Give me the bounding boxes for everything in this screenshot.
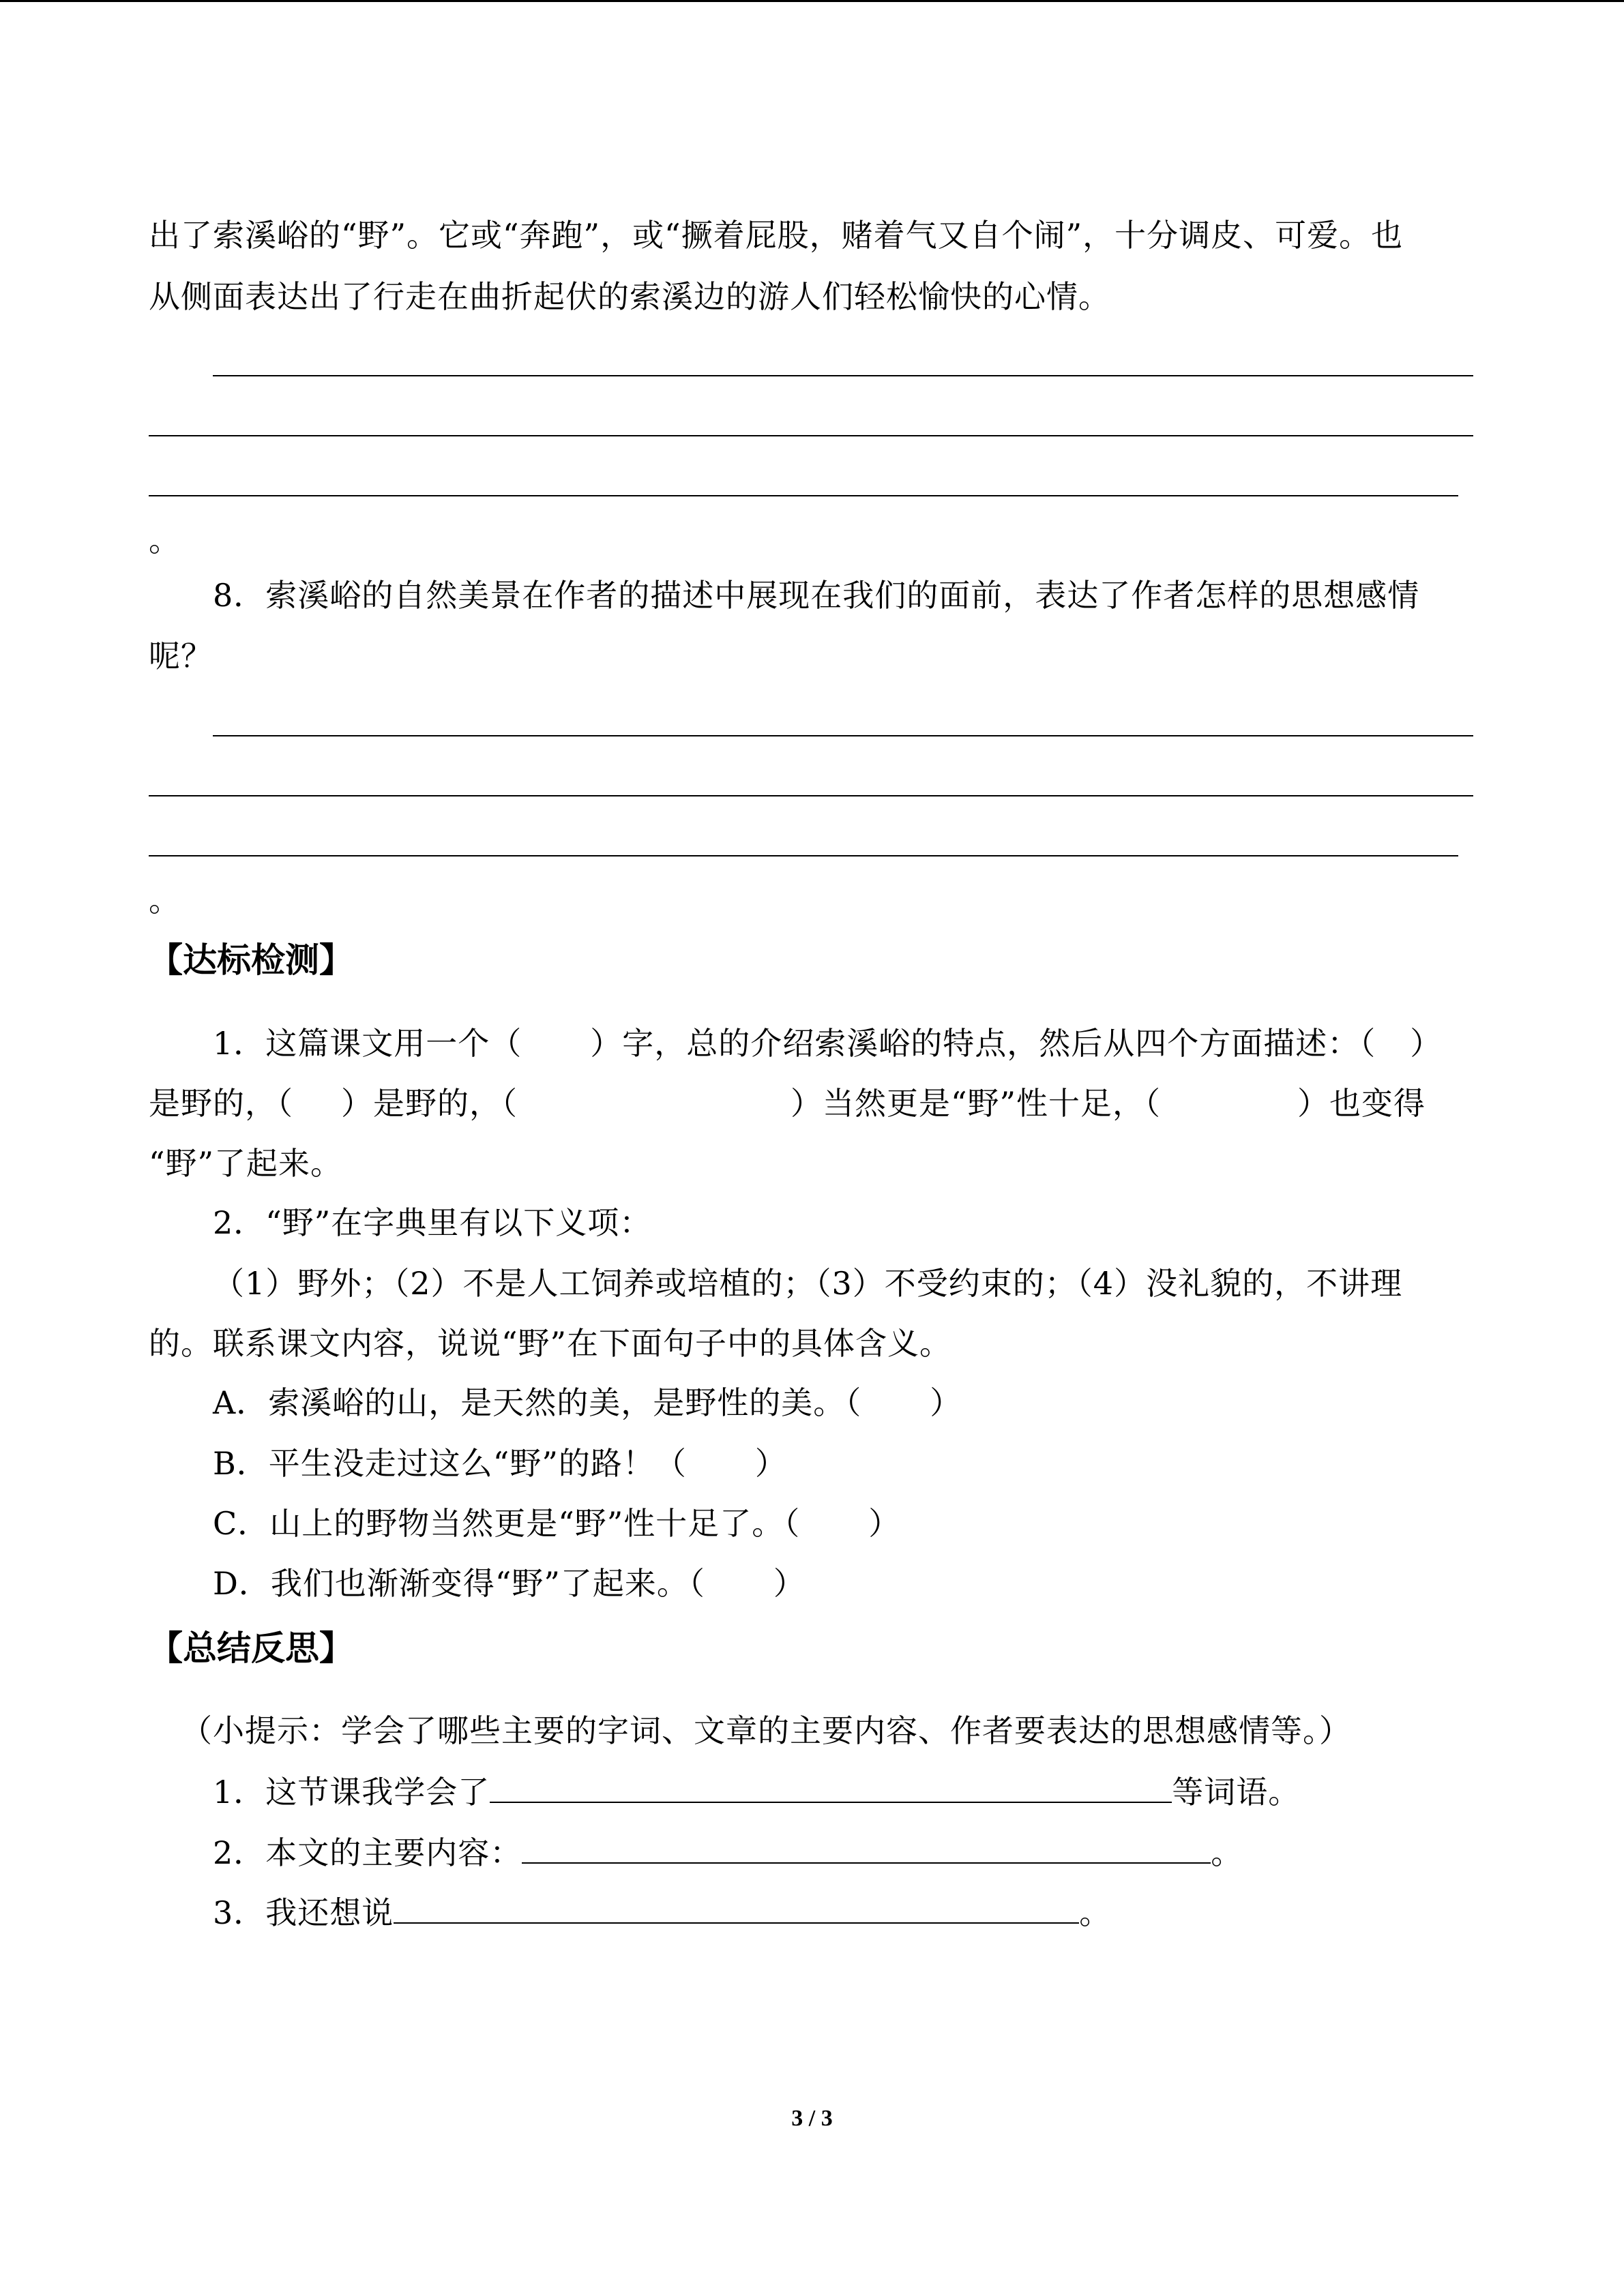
question-8-line-1: 8．索溪峪的自然美景在作者的描述中展现在我们的面前，表达了作者怎样的思想感情 bbox=[213, 577, 1420, 614]
item-text: B．平生没走过这么“野”的路！（ bbox=[213, 1445, 687, 1482]
summary-hint: （小提示：学会了哪些主要的字词、文章的主要内容、作者要表达的思想感情等。） bbox=[181, 1712, 1351, 1749]
summary-item-3 bbox=[213, 1891, 1111, 1933]
answer-line[interactable] bbox=[149, 795, 1473, 796]
q1-after-blank-2: ） bbox=[1410, 1025, 1443, 1062]
test-q2-item-a bbox=[213, 1382, 962, 1423]
item-prefix: 1．这节课我学会了 bbox=[213, 1774, 490, 1810]
item-suffix: 等词语。 bbox=[1172, 1774, 1301, 1810]
q1-after-blank-1: ）字，总的介绍索溪峪的特点，然后从四个方面描述：（ bbox=[590, 1025, 1376, 1062]
section-title-summary: 【总结反思】 bbox=[149, 1628, 353, 1668]
answer-line[interactable] bbox=[149, 855, 1458, 856]
item-close-paren: ） bbox=[930, 1384, 962, 1421]
answer-line[interactable] bbox=[213, 375, 1473, 376]
summary-blank-3[interactable] bbox=[394, 1891, 1079, 1924]
top-border-line bbox=[0, 0, 1624, 2]
page-number: 3 / 3 bbox=[791, 2106, 833, 2131]
item-text: A．索溪峪的山，是天然的美，是野性的美。（ bbox=[213, 1384, 862, 1421]
item-text: D．我们也渐渐变得“野”了起来。（ bbox=[213, 1565, 705, 1602]
test-q2-item-d bbox=[213, 1563, 806, 1604]
test-q2-item-c bbox=[213, 1503, 900, 1544]
q1-line2-d: ）也变得 bbox=[1297, 1085, 1426, 1122]
test-q1-line-1 bbox=[213, 1023, 1442, 1064]
item-close-paren: ） bbox=[773, 1565, 806, 1602]
summary-blank-1[interactable] bbox=[490, 1770, 1172, 1803]
answer-end-period: 。 bbox=[149, 882, 181, 919]
passage-line-1: 出了索溪峪的“野”。它或“奔跑”，或“撅着屁股，赌着气又自个闹”，十分调皮、可爱。也 bbox=[149, 217, 1404, 254]
test-q2-meanings-line-1: （1）野外；（2）不是人工饲养或培植的；（3）不受约束的；（4）没礼貌的，不讲理 bbox=[213, 1265, 1403, 1302]
answer-end-period: 。 bbox=[149, 522, 181, 558]
item-prefix: 3．我还想说 bbox=[213, 1894, 394, 1931]
passage-line-2: 从侧面表达出了行走在曲折起伏的索溪边的游人们轻松愉快的心情。 bbox=[149, 278, 1110, 315]
item-suffix: 。 bbox=[1079, 1894, 1112, 1931]
test-q2-intro: 2．“野”在字典里有以下义项： bbox=[213, 1204, 652, 1241]
q1-prefix: 1．这篇课文用一个（ bbox=[213, 1025, 522, 1062]
item-close-paren: ） bbox=[754, 1445, 787, 1482]
section-title-test: 【达标检测】 bbox=[149, 940, 353, 980]
test-q1-line-3: “野”了起来。 bbox=[149, 1145, 343, 1182]
item-close-paren: ） bbox=[868, 1505, 901, 1542]
test-q1-line-2 bbox=[149, 1083, 1426, 1124]
q1-line2-c: ）当然更是“野”性十足，（ bbox=[791, 1085, 1162, 1122]
summary-item-1 bbox=[213, 1770, 1300, 1813]
question-8-line-2: 呢？ bbox=[149, 638, 213, 674]
q1-line2-a: 是野的，（ bbox=[149, 1085, 293, 1122]
q1-line2-b: ）是野的，（ bbox=[341, 1085, 518, 1122]
answer-line[interactable] bbox=[149, 435, 1473, 436]
summary-item-2 bbox=[213, 1831, 1243, 1873]
answer-line[interactable] bbox=[213, 735, 1473, 736]
item-suffix: 。 bbox=[1211, 1834, 1243, 1871]
answer-line[interactable] bbox=[149, 495, 1458, 496]
item-text: C．山上的野物当然更是“野”性十足了。（ bbox=[213, 1505, 801, 1542]
summary-blank-2[interactable] bbox=[522, 1831, 1211, 1864]
test-q2-meanings-line-2: 的。联系课文内容，说说“野”在下面句子中的具体含义。 bbox=[149, 1325, 952, 1362]
item-prefix: 2．本文的主要内容： bbox=[213, 1834, 522, 1871]
test-q2-item-b bbox=[213, 1443, 787, 1484]
